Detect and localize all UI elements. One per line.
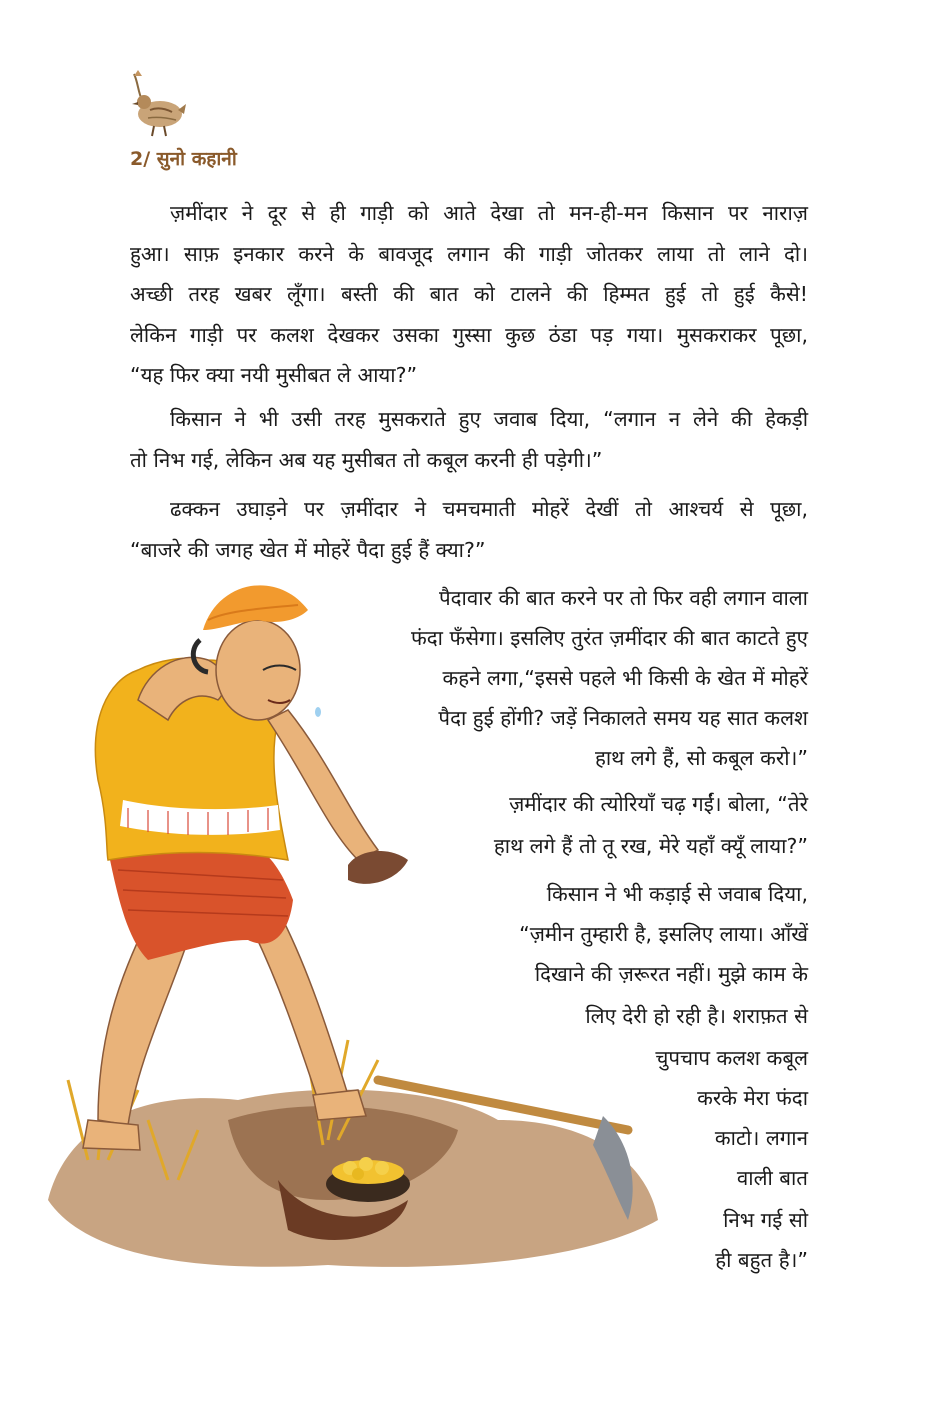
paragraph-2 (130, 399, 808, 480)
text-line: लेकिन गाड़ी पर कलश देखकर उसका गुस्सा कुछ ठंडा पड़ गया। मुसकराकर पूछा, (130, 322, 808, 347)
text-line: “यह फिर क्या नयी मुसीबत ले आया?” (130, 363, 418, 387)
text-line: अच्छी तरह खबर लूँगा। बस्ती की बात को टालने की हिम्मत हुई तो हुई कैसे! (130, 282, 808, 306)
page-header-title: 2/ सुनो कहानी (130, 148, 237, 170)
paragraph-1 (130, 193, 808, 396)
text-line: ढक्कन उघाड़ने पर ज़मींदार ने चमचमाती मोहरें देखीं तो आश्चर्य से पूछा, (170, 497, 808, 521)
text-line: ज़मींदार की त्योरियाँ चढ़ गईं। बोला, “तेरे (509, 792, 808, 816)
text-line: फंदा फँसेगा। इसलिए तुरंत ज़मींदार की बात काटते हुए (410, 626, 808, 650)
text-line: किसान ने भी कड़ाई से जवाब दिया, (546, 882, 808, 906)
text-line: हाथ लगे हैं, सो कबूल करो।” (594, 746, 808, 770)
text-line: निभ गई सो (723, 1208, 808, 1232)
paragraph-3 (130, 489, 808, 570)
text-line: वाली बात (736, 1166, 808, 1190)
text-line: दिखाने की ज़रूरत नहीं। मुझे काम के (534, 962, 808, 986)
text-line: काटो। लगान (714, 1126, 808, 1150)
text-line: तो निभ गई, लेकिन अब यह मुसीबत तो कबूल करनी ही पड़ेगी।” (130, 447, 603, 472)
text-line: ज़मींदार ने दूर से ही गाड़ी को आते देखा तो मन-ही-मन किसान पर नाराज़ (170, 201, 808, 225)
text-line: कहने लगा,“इससे पहले भी किसी के खेत में मोहरें (442, 666, 808, 690)
quail-bird-icon (124, 66, 188, 140)
text-line: किसान ने भी उसी तरह मुसकराते हुए जवाब दिया, “लगान न लेने की हेकड़ी (170, 407, 808, 431)
text-line: “बाजरे की जगह खेत में मोहरें पैदा हुई हैं क्या?” (130, 537, 486, 562)
text-line: लिए देरी हो रही है। शराफ़त से (585, 1004, 808, 1028)
text-line: पैदावार की बात करने पर तो फिर वही लगान वाला (439, 586, 808, 610)
text-line: हुआ। साफ़ इनकार करने के बावजूद लगान की गाड़ी जोतकर लाया तो लाने दो। (130, 241, 808, 266)
text-line: पैदा हुई होंगी? जड़ें निकालते समय यह सात कलश (438, 706, 808, 730)
text-line: “ज़मीन तुम्हारी है, इसलिए लाया। आँखें (519, 922, 808, 946)
text-line: करके मेरा फंदा (697, 1086, 808, 1110)
text-line: चुपचाप कलश कबूल (655, 1046, 808, 1070)
text-line: ही बहुत है।” (715, 1248, 808, 1272)
text-line: हाथ लगे हैं तो तू रख, मेरे यहाँ क्यूँ लाया?” (493, 834, 808, 858)
